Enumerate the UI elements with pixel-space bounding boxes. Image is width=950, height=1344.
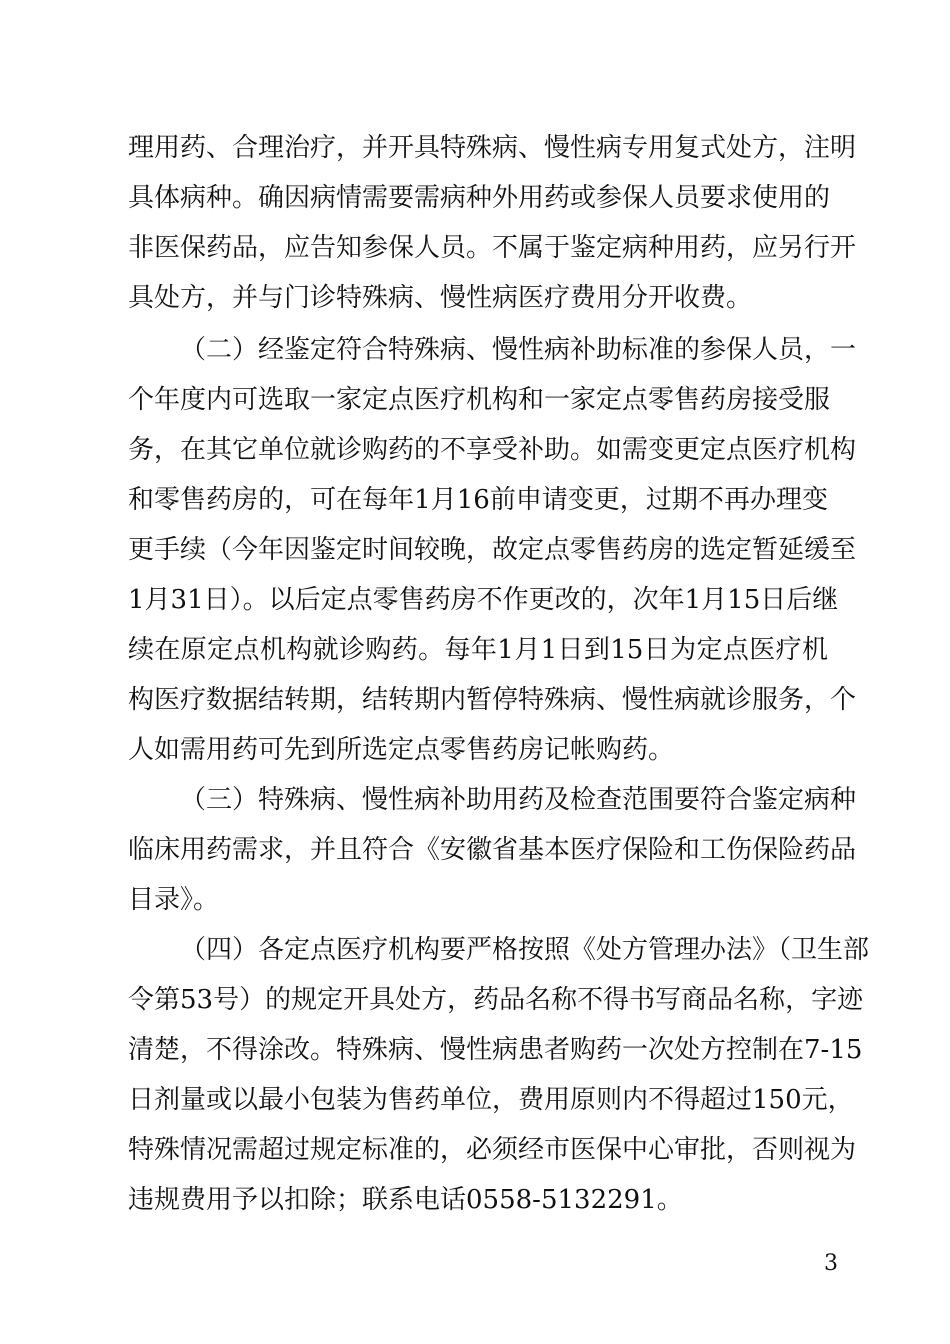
text-line: 理用药、合理治疗，并开具特殊病、慢性病专用复式处方，注明 (128, 133, 857, 163)
text-line: 日剂量或以最小包装为售药单位，费用原则内不得超过150元， (128, 1085, 854, 1115)
text-line: 具处方，并与门诊特殊病、慢性病医疗费用分开收费。 (128, 283, 753, 313)
text-line: 清楚，不得涂改。特殊病、慢性病患者购药一次处方控制在7-15 (128, 1035, 863, 1065)
text-line: 目录》。 (128, 885, 220, 915)
text-line: 构医疗数据结转期，结转期内暂停特殊病、慢性病就诊服务，个 (128, 685, 857, 715)
text-line: 人如需用药可先到所选定点零售药房记帐购药。 (128, 735, 675, 765)
paragraph-start-line: （三）特殊病、慢性病补助用药及检查范围要符合鉴定病种 (180, 785, 857, 815)
page-number: 3 (824, 1251, 838, 1276)
text-line: 违规费用予以扣除；联系电话0558-5132291。 (128, 1185, 683, 1215)
paragraph-start-line: （四）各定点医疗机构要严格按照《处方管理办法》（卫生部 (180, 935, 870, 965)
text-line: 务，在其它单位就诊购药的不享受补助。如需变更定点医疗机构 (128, 435, 857, 465)
text-line: 令第53号）的规定开具处方，药品名称不得书写商品名称，字迹 (128, 985, 864, 1015)
text-line: 非医保药品，应告知参保人员。不属于鉴定病种用药，应另行开 (128, 233, 857, 263)
text-line: 个年度内可选取一家定点医疗机构和一家定点零售药房接受服 (128, 385, 831, 415)
text-line: 具体病种。确因病情需要需病种外用药或参保人员要求使用的 (128, 183, 831, 213)
text-line: 和零售药房的，可在每年1月16前申请变更，过期不再办理变 (128, 485, 828, 515)
text-line: 1月31日）。以后定点零售药房不作更改的，次年1月15日后继 (128, 585, 839, 615)
paragraph-start-line: （二）经鉴定符合特殊病、慢性病补助标准的参保人员，一 (180, 335, 857, 365)
text-line: 更手续（今年因鉴定时间较晚，故定点零售药房的选定暂延缓至 (128, 535, 857, 565)
text-line: 临床用药需求，并且符合《安徽省基本医疗保险和工伤保险药品 (128, 835, 857, 865)
text-line: 特殊情况需超过规定标准的，必须经市医保中心审批，否则视为 (128, 1135, 857, 1165)
text-line: 续在原定点机构就诊购药。每年1月1日到15日为定点医疗机 (128, 635, 828, 665)
